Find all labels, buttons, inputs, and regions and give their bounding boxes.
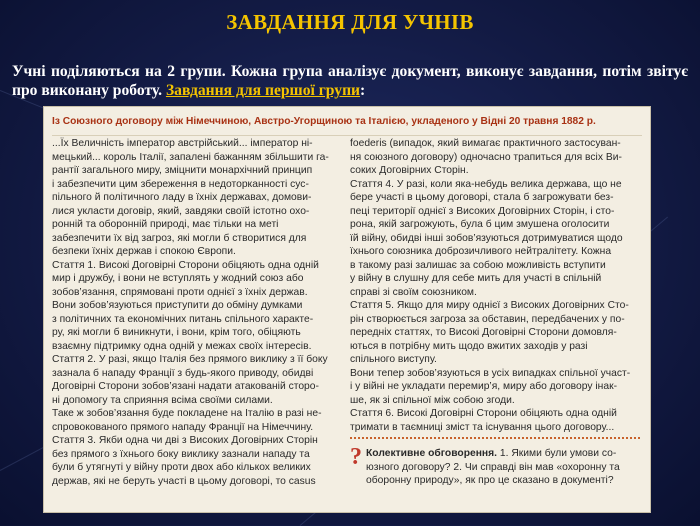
intro-paragraph <box>12 62 688 100</box>
document-line: Таке ж зобов’язання буде покладене на Італію в разі не- <box>52 408 322 419</box>
document-line: спільного виступу. <box>350 354 437 365</box>
document-line: були б утягнуті у війну проти двох або кількох великих <box>52 462 311 473</box>
document-line: держав, які не беруть участі в цьому договорі, то casus <box>52 475 316 487</box>
document-line: з політичних та економічних питань спільного характе- <box>52 313 314 325</box>
document-line: без прямого з їхнього боку виклику зазнали нападу та <box>52 448 310 460</box>
discussion-text <box>366 447 638 488</box>
document-line: Стаття 5. Якщо для миру однієї з Високих Договірних Сто- <box>350 300 629 311</box>
document-line: Стаття 3. Якби одна чи дві з Високих Договірних Сторін <box>52 435 318 446</box>
first-group-task-link[interactable]: Завдання для першої групи <box>165 82 361 99</box>
document-line: ронній та оборонній природі, має тільки на меті <box>52 219 279 230</box>
document-line: Стаття 2. У разі, якщо Італія без прямого виклику з її боку <box>52 354 328 365</box>
document-line: справі зі своїм союзником. <box>350 286 477 298</box>
document-line: Договірні Сторони зобов’язані надати атакованій сторо- <box>52 381 319 392</box>
document-line: соких Договірних Сторін. <box>350 165 469 176</box>
document-line: в такому разі залишає за собою можливість вступити <box>350 259 606 271</box>
document-line: передніх статтях, то Високі Договірні Сторони домовля- <box>350 327 617 338</box>
document-left-column <box>52 137 340 488</box>
document-line: лися укласти договір, який, завдяки своїй істотно охо- <box>52 205 310 217</box>
document-line: ються в потрібну мить щодо вжитих заходів у разі <box>350 340 588 352</box>
document-line: взаємну підтримку одна одній у межах своїх інтересів. <box>52 340 312 352</box>
document-line: ні допомогу та сприяння всіма своїми силами. <box>52 394 273 406</box>
document-line: мир і дружбу, і вони не вступлять у жодний союз або <box>52 273 304 284</box>
discussion-questions: 1. Якими були умови со-юзного договору? 2. Чи справді він мав «охоронну та оборонну природу», як про це сказано в документі? <box>366 448 620 486</box>
document-line: Стаття 6. Високі Договірні Сторони обіцяють одна одній <box>350 408 617 419</box>
document-line: Стаття 4. У разі, коли яка-небудь велика держава, що не <box>350 178 622 190</box>
document-line: пільного й політичного ладу в їхніх державах, домови- <box>52 192 312 203</box>
document-line: ня союзного договору) одночасно трапиться для всіх Ви- <box>350 151 622 163</box>
question-mark-icon: ? <box>350 444 362 470</box>
intro-text: Учні поділяються на 2 групи. Кожна група аналізує документ, виконує завдання, потім звітує про виконану роботу. <box>12 63 688 99</box>
document-line: Стаття 1. Високі Договірні Сторони обіцяють одна одній <box>52 259 319 271</box>
discussion-box <box>350 437 640 508</box>
document-line: і забезпечити цим збереження в недоторканності сус- <box>52 178 309 190</box>
document-line: foederis (випадок, який вимагає практичного застосуван- <box>350 138 621 149</box>
document-line: бере участі в цьому договорі, стала б загрожувати без- <box>350 192 614 203</box>
document-line: зазнала б нападу Франції з будь-якого приводу, обидві <box>52 367 314 379</box>
document-line: рантії загального миру, зміцнити монархічний принцип <box>52 165 313 176</box>
document-right-column <box>350 137 638 434</box>
document-line: рона, якій загрожують, була б цим змушена оголосити <box>350 219 610 230</box>
document-line: ру, які могли б виникнути, і вони, крім того, обіцяють <box>52 327 301 338</box>
document-line: рін створюється загроза за обставин, передбачених у по- <box>350 313 625 325</box>
intro-colon: : <box>360 82 366 99</box>
document-line: Вони тепер зобов’язуються в усіх випадках спільної участ- <box>350 367 631 379</box>
document-line: мецький... король Італії, запалені бажанням збільшити га- <box>52 151 329 163</box>
document-line: їй війну, обидві інші зобов’язуються дотримуватися щодо <box>350 232 623 244</box>
document-line: безпеки їхніх держав і спокою Європи. <box>52 246 236 257</box>
document-line: ше, як зі спільної між собою згоди. <box>350 394 515 406</box>
document-line: тримати в таємниці зміст та існування цього договору... <box>350 421 615 433</box>
document-line: пеці території однієї з Високих Договірних Сторін, і сто- <box>350 205 615 217</box>
discussion-heading: Колективне обговорення. <box>366 448 498 459</box>
document-line: спровокованого прямого нападу Франції на Німеччину. <box>52 421 314 433</box>
document-header: Із Союзного договору між Німеччиною, Австро-Угорщиною та Італією, укладеного у Відні 20 травня 1882 р. <box>52 113 642 136</box>
document-line: ...Їх Величність імператор австрійський... імператор ні- <box>52 138 313 149</box>
document-line: забезпечити їх від загроз, які могли б створитися для <box>52 232 307 244</box>
document-line: зобов’язання, спрямовані проти однієї з їхніх держав. <box>52 286 308 298</box>
slide-title: ЗАВДАННЯ ДЛЯ УЧНІВ <box>226 10 474 34</box>
document-line: і у війні не укладати перемир’я, миру або договору інак- <box>350 381 618 392</box>
document-line: їхнього союзника доброзичливого нейтралітету. Кожна <box>350 246 612 257</box>
document-line: у війну в слушну для себе мить для участі в спільній <box>350 273 602 284</box>
document-line: Вони зобов’язуються приступити до обміну думками <box>52 300 303 311</box>
document-image <box>44 107 650 512</box>
